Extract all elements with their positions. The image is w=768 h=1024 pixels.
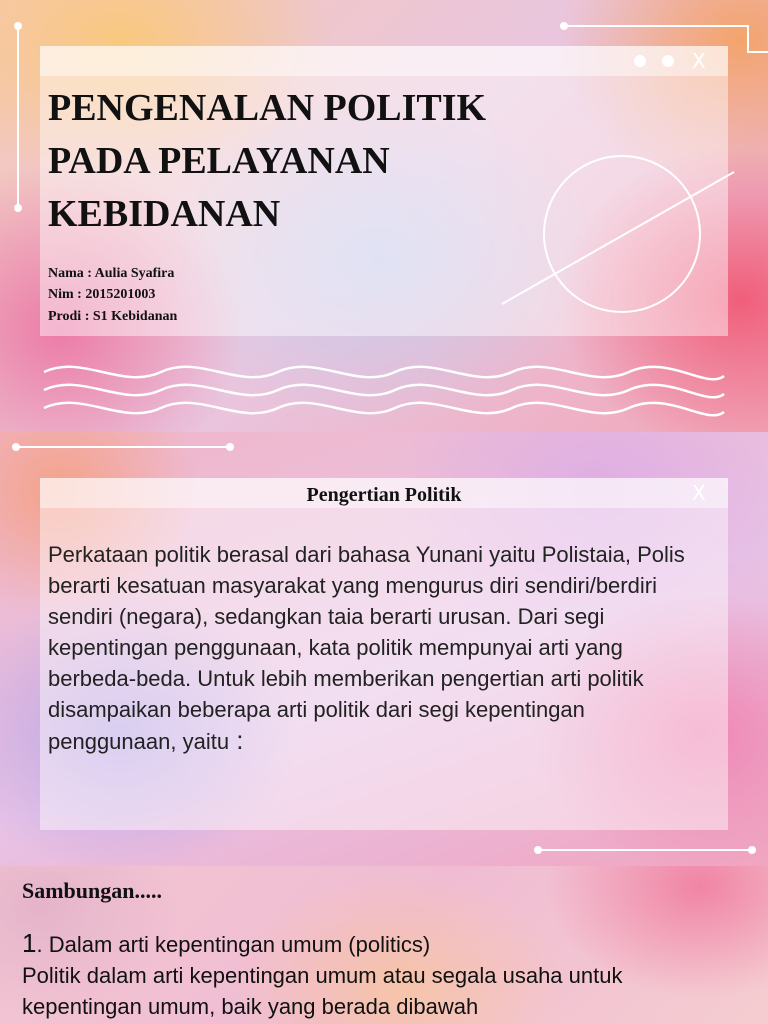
bottom-right-line-dot-end [748,846,756,854]
author-name: Nama : Aulia Syafira [48,266,175,281]
title-line-3: KEBIDANAN [48,193,281,235]
top-left-line-dot-end [226,443,234,451]
bracket-line-dot [560,22,568,30]
close-icon: X [692,481,706,505]
title-line-2: PADA PELAYANAN [48,140,390,182]
paragraph-colon: : [229,725,244,755]
section-heading: Pengertian Politik [306,484,462,506]
wave-line-3 [44,403,724,416]
list-item-number: 1 [22,928,37,958]
window-title-bar [40,46,728,76]
paragraph-text: Perkataan politik berasal dari bahasa Yunani yaitu Polistaia, Polis berarti kesatuan masyarakat yang mengurus diri sendiri/berdiri sendiri (negara), sedangkan taia berarti urusan. Dari segi kepentingan penggunaan, kata politik mempunyai arti yang berbeda-beda. Untuk lebih memberikan pengertian arti politik disampaikan beberapa arti politik dari segi kepentingan penggunaan, yaitu [48,542,685,754]
presentation-title [48,82,608,241]
list-item-title [22,928,742,960]
definition-paragraph [48,539,688,757]
window-dot-1 [634,55,646,67]
bottom-right-line-dot-start [534,846,542,854]
continuation-slide [0,866,768,1024]
author-prodi: Prodi : S1 Kebidanan [48,309,178,324]
left-line-top-dot [14,22,22,30]
continuation-heading: Sambungan..... [22,878,163,903]
title-slide [0,0,768,432]
window-dot-2 [662,55,674,67]
definition-slide [0,432,768,866]
list-item-text: Politik dalam arti kepentingan umum atau segala usaha untuk kepentingan umum, baik yang berada dibawah [22,963,623,1019]
title-line-1: PENGENALAN POLITIK [48,87,487,129]
wave-line-1 [44,367,724,380]
list-item [22,928,742,1022]
wave-line-2 [44,385,724,398]
left-line-bottom-dot [14,204,22,212]
close-icon: X [692,49,706,73]
top-left-line-dot-start [12,443,20,451]
list-item-heading: . Dalam arti kepentingan umum (politics) [36,932,431,957]
author-nim: Nim : 2015201003 [48,287,156,302]
